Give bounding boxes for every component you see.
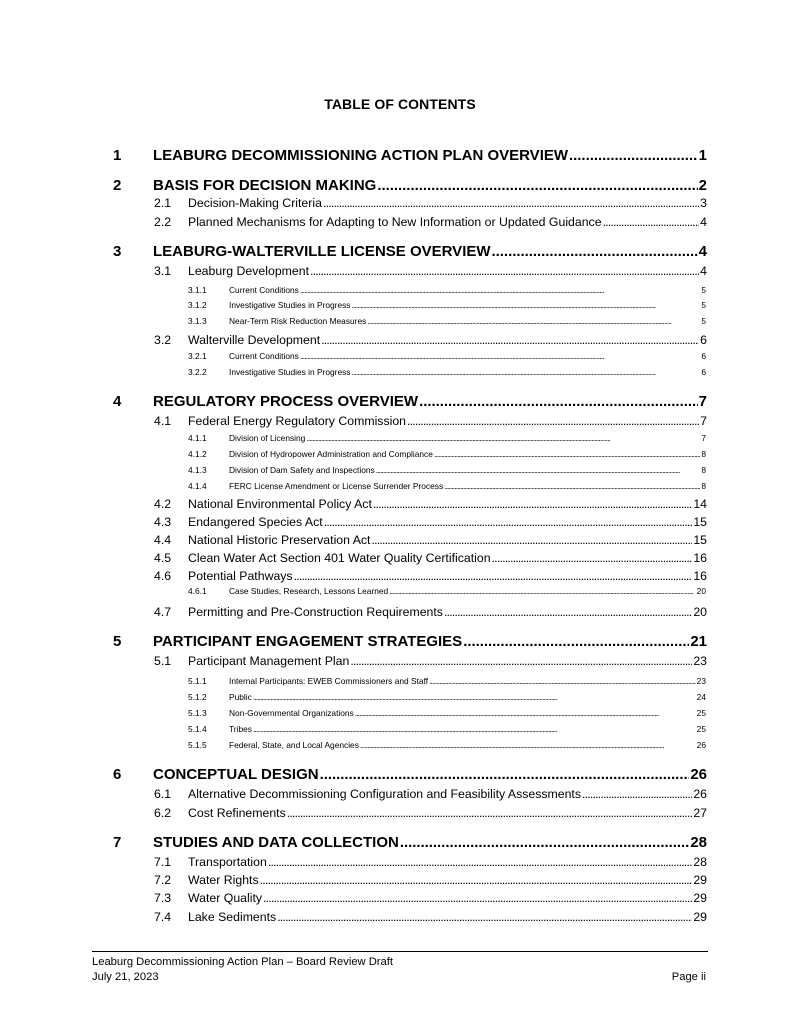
toc-page-number: 5 (701, 316, 706, 326)
toc-entry-level-2[interactable] (154, 196, 707, 213)
toc-section-title: Lake Sediments (188, 910, 277, 924)
toc-section-number: 3.2.2 (188, 367, 207, 377)
toc-dot-leader (492, 243, 698, 260)
toc-dot-leader (492, 551, 693, 565)
toc-dot-leader (373, 497, 692, 511)
toc-section-number: 3.2.1 (188, 351, 207, 361)
toc-section-number: 3.1.1 (188, 285, 207, 295)
toc-dot-leader (300, 351, 701, 361)
toc-page-number: 8 (701, 449, 706, 459)
toc-section-title: Public (229, 692, 252, 702)
toc-entry-level-2[interactable] (154, 264, 707, 281)
toc-page-number: 24 (696, 692, 706, 702)
toc-page-number: 7 (698, 393, 707, 410)
toc-entry-level-2[interactable] (154, 787, 707, 804)
toc-section-number: 4.3 (154, 515, 172, 529)
toc-page-number: 15 (693, 533, 707, 547)
toc-section-title: Water Rights (188, 873, 259, 887)
toc-section-number: 2 (113, 177, 122, 194)
toc-page-number: 7 (701, 433, 706, 443)
toc-section-title: Cost Refinements (188, 806, 286, 820)
toc-section-title: Permitting and Pre-Construction Requirements (188, 605, 443, 619)
toc-entry-level-2[interactable] (154, 806, 707, 823)
toc-page-number: 1 (698, 147, 707, 164)
toc-page-number: 29 (693, 873, 707, 887)
toc-section-number: 5.1.4 (188, 724, 207, 734)
toc-page-number: 27 (693, 806, 707, 820)
toc-page-number: 8 (701, 481, 706, 491)
toc-section-number: 5.1.2 (188, 692, 207, 702)
toc-section-title: National Historic Preservation Act (188, 533, 371, 547)
toc-entry-level-3[interactable] (188, 367, 706, 379)
toc-page-number: 21 (690, 633, 707, 650)
toc-entry-level-1[interactable] (113, 177, 707, 197)
toc-section-title: Walterville Development (188, 333, 321, 347)
toc-section-number: 3 (113, 243, 122, 260)
toc-entry-level-3[interactable] (188, 586, 706, 598)
toc-section-number: 4.1.3 (188, 465, 207, 475)
toc-page-number: 23 (693, 654, 707, 668)
toc-section-number: 4.6 (154, 569, 172, 583)
footer-date: July 21, 2023 (92, 971, 159, 983)
toc-section-title: Investigative Studies in Progress (229, 367, 351, 377)
toc-section-title: Division of Dam Safety and Inspections (229, 465, 375, 475)
toc-entry-level-2[interactable] (154, 333, 707, 350)
toc-dot-leader (260, 873, 693, 887)
toc-entry-level-2[interactable] (154, 497, 707, 514)
toc-dot-leader (263, 891, 692, 905)
toc-dot-leader (350, 654, 692, 668)
toc-page-number: 4 (700, 215, 707, 229)
footer-document-title: Leaburg Decommissioning Action Plan – Board Review Draft (92, 956, 393, 968)
toc-dot-leader (376, 465, 701, 475)
toc-page-number: 29 (693, 910, 707, 924)
toc-entry-level-2[interactable] (154, 551, 707, 568)
toc-section-title: Clean Water Act Section 401 Water Quality Certification (188, 551, 491, 565)
toc-section-number: 5 (113, 633, 122, 650)
toc-page-number: 6 (701, 367, 706, 377)
toc-section-title: PARTICIPANT ENGAGEMENT STRATEGIES (153, 633, 463, 650)
toc-page-number: 6 (700, 333, 707, 347)
toc-entry-level-1[interactable] (113, 834, 707, 854)
toc-dot-leader (419, 393, 698, 410)
toc-section-title: LEABURG-WALTERVILLE LICENSE OVERVIEW (153, 243, 491, 260)
toc-section-title: Federal, State, and Local Agencies (229, 740, 359, 750)
toc-entry-level-3[interactable] (188, 449, 706, 461)
toc-section-number: 2.1 (154, 196, 172, 210)
toc-section-number: 6.2 (154, 806, 172, 820)
toc-section-number: 4.2 (154, 497, 172, 511)
toc-page-number: 5 (701, 285, 706, 295)
toc-section-number: 7.2 (154, 873, 172, 887)
toc-entry-level-2[interactable] (154, 569, 707, 586)
toc-entry-level-1[interactable] (113, 147, 707, 167)
toc-section-title: Potential Pathways (188, 569, 293, 583)
toc-entry-level-1[interactable] (113, 243, 707, 263)
toc-dot-leader (389, 586, 695, 596)
page-footer (92, 955, 708, 985)
toc-entry-level-3[interactable] (188, 465, 706, 477)
toc-section-number: 7.3 (154, 891, 172, 905)
page-title: TABLE OF CONTENTS (324, 96, 476, 112)
toc-section-title: Alternative Decommissioning Configuration and Feasibility Assessments (188, 787, 581, 801)
toc-dot-leader (320, 766, 690, 783)
toc-page-number: 16 (693, 569, 707, 583)
toc-section-number: 3.1 (154, 264, 172, 278)
toc-section-title: LEABURG DECOMMISSIONING ACTION PLAN OVERVIEW (153, 147, 569, 164)
toc-dot-leader (603, 215, 700, 229)
toc-entry-level-3[interactable] (188, 316, 706, 328)
toc-entry-level-2[interactable] (154, 855, 707, 872)
toc-dot-leader (569, 147, 698, 164)
toc-entry-level-3[interactable] (188, 481, 706, 493)
toc-section-title: Participant Management Plan (188, 654, 350, 668)
toc-section-number: 7.4 (154, 910, 172, 924)
toc-dot-leader (444, 605, 692, 619)
toc-dot-leader (300, 285, 701, 295)
toc-dot-leader (294, 569, 693, 583)
toc-dot-leader (321, 333, 699, 347)
toc-dot-leader (324, 515, 693, 529)
toc-page-number: 26 (690, 766, 707, 783)
toc-entry-level-3[interactable] (188, 692, 706, 704)
toc-page-number: 25 (696, 708, 706, 718)
toc-dot-leader (407, 414, 699, 428)
toc-page-number: 26 (696, 740, 706, 750)
toc-entry-level-3[interactable] (188, 433, 706, 445)
toc-dot-leader (268, 855, 692, 869)
toc-entry-level-2[interactable] (154, 414, 707, 431)
toc-section-number: 3.1.2 (188, 300, 207, 310)
toc-section-number: 4 (113, 393, 122, 410)
toc-dot-leader (377, 177, 697, 194)
toc-page-number: 26 (693, 787, 707, 801)
toc-section-title: Endangered Species Act (188, 515, 323, 529)
toc-section-number: 4.1 (154, 414, 172, 428)
toc-page-number: 6 (701, 351, 706, 361)
toc-page-number: 14 (693, 497, 707, 511)
toc-section-number: 4.1.4 (188, 481, 207, 491)
toc-dot-leader (352, 300, 701, 310)
toc-page-number: 28 (690, 834, 707, 851)
toc-page-number: 2 (698, 177, 707, 194)
toc-section-number: 4.1.1 (188, 433, 207, 443)
toc-page-number: 29 (693, 891, 707, 905)
toc-dot-leader (355, 708, 696, 718)
toc-section-number: 1 (113, 147, 122, 164)
toc-page-number: 16 (693, 551, 707, 565)
toc-entry-level-1[interactable] (113, 633, 707, 653)
toc-section-number: 4.4 (154, 533, 172, 547)
toc-section-title: STUDIES AND DATA COLLECTION (153, 834, 399, 851)
toc-entry-level-3[interactable] (188, 676, 706, 688)
toc-section-title: Internal Participants: EWEB Commissioners and Staff (229, 676, 429, 686)
toc-entry-level-1[interactable] (113, 393, 707, 413)
toc-section-number: 4.6.1 (188, 586, 207, 596)
toc-entry-level-2[interactable] (154, 533, 707, 550)
toc-dot-leader (434, 449, 700, 459)
toc-entry-level-2[interactable] (154, 515, 707, 532)
toc-section-number: 7 (113, 834, 122, 851)
toc-entry-level-3[interactable] (188, 740, 706, 752)
toc-dot-leader (253, 692, 696, 702)
toc-entry-level-2[interactable] (154, 654, 707, 671)
toc-section-number: 4.7 (154, 605, 172, 619)
toc-page-number: 28 (693, 855, 707, 869)
footer-page-number: Page ii (671, 971, 706, 983)
toc-page-number: 3 (700, 196, 707, 210)
toc-section-title: Decision-Making Criteria (188, 196, 322, 210)
toc-page-number: 8 (701, 465, 706, 475)
toc-section-title: Division of Licensing (229, 433, 306, 443)
toc-entry-level-1[interactable] (113, 766, 707, 786)
toc-section-number: 6 (113, 766, 122, 783)
toc-section-number: 5.1 (154, 654, 172, 668)
toc-dot-leader (306, 433, 700, 443)
toc-section-number: 4.5 (154, 551, 172, 565)
toc-entry-level-2[interactable] (154, 215, 707, 232)
toc-section-number: 6.1 (154, 787, 172, 801)
toc-dot-leader (582, 787, 692, 801)
toc-dot-leader (287, 806, 693, 820)
toc-section-number: 5.1.5 (188, 740, 207, 750)
toc-page-number: 4 (700, 264, 707, 278)
toc-entry-level-2[interactable] (154, 910, 707, 927)
toc-dot-leader (352, 367, 701, 377)
toc-section-title: Planned Mechanisms for Adapting to New Information or Updated Guidance (188, 215, 602, 229)
toc-section-title: Tribes (229, 724, 252, 734)
toc-dot-leader (463, 633, 689, 650)
toc-entry-level-3[interactable] (188, 300, 706, 312)
toc-page-number: 23 (696, 676, 706, 686)
toc-entry-level-2[interactable] (154, 891, 707, 908)
toc-section-number: 7.1 (154, 855, 172, 869)
toc-entry-level-2[interactable] (154, 873, 707, 890)
toc-entry-level-3[interactable] (188, 724, 706, 736)
toc-section-number: 5.1.3 (188, 708, 207, 718)
toc-section-title: Division of Hydropower Administration and Compliance (229, 449, 433, 459)
toc-entry-level-3[interactable] (188, 285, 706, 297)
toc-section-title: CONCEPTUAL DESIGN (153, 766, 319, 783)
toc-section-title: Non-Governmental Organizations (229, 708, 354, 718)
toc-page-number: 7 (700, 414, 707, 428)
toc-section-number: 5.1.1 (188, 676, 207, 686)
toc-page-number: 25 (696, 724, 706, 734)
toc-entry-level-3[interactable] (188, 708, 706, 720)
toc-page-number: 20 (696, 586, 706, 596)
toc-section-title: Near-Term Risk Reduction Measures (229, 316, 367, 326)
toc-section-title: National Environmental Policy Act (188, 497, 372, 511)
toc-section-title: Case Studies, Research, Lessons Learned (229, 586, 389, 596)
toc-dot-leader (310, 264, 699, 278)
toc-section-title: Current Conditions (229, 351, 299, 361)
toc-section-title: Investigative Studies in Progress (229, 300, 351, 310)
toc-dot-leader (323, 196, 699, 210)
toc-section-title: Leaburg Development (188, 264, 309, 278)
toc-dot-leader (371, 533, 692, 547)
toc-section-title: REGULATORY PROCESS OVERVIEW (153, 393, 419, 410)
toc-dot-leader (400, 834, 689, 851)
toc-entry-level-3[interactable] (188, 351, 706, 363)
toc-section-number: 3.2 (154, 333, 172, 347)
toc-section-number: 4.1.2 (188, 449, 207, 459)
toc-section-number: 3.1.3 (188, 316, 207, 326)
toc-dot-leader (429, 676, 696, 686)
toc-dot-leader (360, 740, 696, 750)
toc-page-number: 4 (698, 243, 707, 260)
toc-entry-level-2[interactable] (154, 605, 707, 622)
toc-dot-leader (277, 910, 692, 924)
toc-section-title: Transportation (188, 855, 267, 869)
toc-section-title: FERC License Amendment or License Surrender Process (229, 481, 444, 491)
toc-page-number: 20 (693, 605, 707, 619)
toc-dot-leader (367, 316, 700, 326)
toc-section-title: Current Conditions (229, 285, 299, 295)
toc-section-title: Water Quality (188, 891, 263, 905)
toc-dot-leader (444, 481, 700, 491)
toc-section-title: BASIS FOR DECISION MAKING (153, 177, 377, 194)
toc-section-number: 2.2 (154, 215, 172, 229)
toc-page-number: 5 (701, 300, 706, 310)
footer-divider (92, 951, 708, 952)
toc-page-number: 15 (693, 515, 707, 529)
toc-dot-leader (253, 724, 696, 734)
toc-section-title: Federal Energy Regulatory Commission (188, 414, 407, 428)
